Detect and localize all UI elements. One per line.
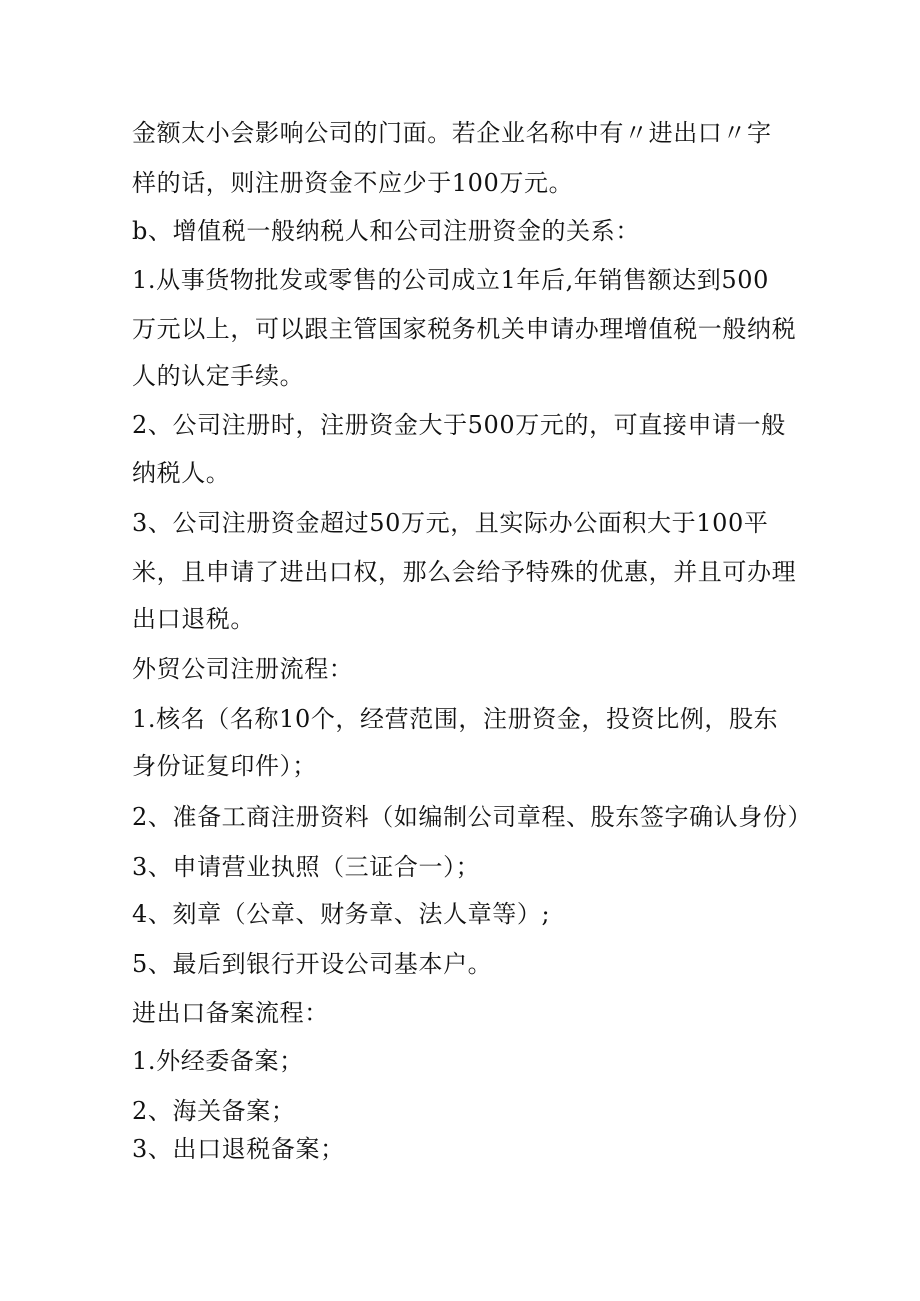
list-item-continuation: 出口退税。 [132, 605, 255, 633]
list-item: 3、出口退税备案； [132, 1135, 345, 1163]
list-item: 1.外经委备案； [132, 1047, 304, 1075]
list-item: 5、最后到银行开设公司基本户。 [132, 950, 493, 978]
paragraph-line: 样的话，则注册资金不应少于100万元。 [132, 169, 574, 197]
list-item-continuation: 万元以上，可以跟主管国家税务机关申请办理增值税一般纳税 [132, 315, 797, 343]
list-item: 3、公司注册资金超过50万元，且实际办公面积大于100平 [132, 509, 769, 537]
list-item-continuation: 米，且申请了进出口权，那么会给予特殊的优惠，并且可办理 [132, 558, 797, 586]
list-item-continuation: 人的认定手续。 [132, 362, 305, 390]
list-item: 2、公司注册时，注册资金大于500万元的，可直接申请一般 [132, 411, 786, 439]
paragraph-line: 金额太小会影响公司的门面。若企业名称中有〃进出口〃字 [132, 119, 772, 147]
list-item: 3、申请营业执照（三证合一）； [132, 853, 481, 881]
section-heading: 外贸公司注册流程： [132, 655, 354, 683]
list-item: 1.从事货物批发或零售的公司成立1年后,年销售额达到500 [132, 266, 770, 294]
list-item-continuation: 身份证复印件）； [132, 752, 317, 780]
list-item: 4、刻章（公章、财务章、法人章等）; [132, 900, 551, 928]
section-heading: b、增值税一般纳税人和公司注册资金的关系： [132, 217, 640, 245]
list-item: 1.核名（名称10个，经营范围，注册资金，投资比例，股东 [132, 705, 779, 733]
list-item: 2、准备工商注册资料（如编制公司章程、股东签字确认身份） [132, 803, 813, 831]
list-item-continuation: 纳税人。 [132, 459, 231, 487]
section-heading: 进出口备案流程： [132, 999, 329, 1027]
list-item: 2、海关备案； [132, 1097, 296, 1125]
